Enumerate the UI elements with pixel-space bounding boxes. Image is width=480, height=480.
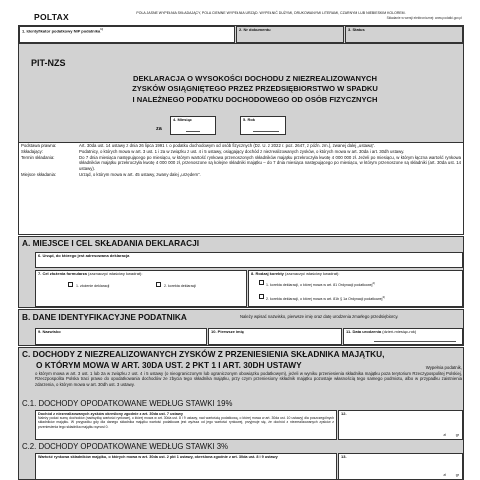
tax-office-label: 6. Urząd, do którego jest adresowana deklaracja	[38, 253, 130, 258]
purpose-note: (zaznaczyć właściwy kwadrat):	[88, 271, 143, 276]
correction-option-1-checkbox[interactable]	[259, 280, 264, 285]
nip-field[interactable]	[19, 26, 235, 43]
form-code: PIT-NZS	[31, 58, 66, 68]
purpose-label: 7. Cel złożenia formularza	[38, 271, 87, 276]
section-c-title-line1: C. DOCHODY Z NIEZREALIZOWANYCH ZYSKÓW Z PRZENIESIENIA SKŁADNIKA MAJĄTKU,	[22, 349, 385, 359]
legal-label: Termin składania:	[21, 154, 55, 160]
field-13-amount[interactable]	[338, 453, 463, 480]
nip-label: 1. Identyfikator podatkowy NIP podatnika	[22, 28, 101, 34]
correction-option-2-footnote: 3)	[382, 294, 385, 299]
purpose-option-2-checkbox[interactable]	[156, 282, 161, 287]
section-a-title: A. MIEJSCE I CEL SKŁADANIA DEKLARACJI	[22, 238, 200, 248]
download-note: Składanie w wersji elektronicznej: www.podatki.gov.pl	[386, 15, 462, 20]
correction-option-2-label: 2. korekta deklaracji, o której mowa w art. 81b § 1a Ordynacji podatkowej	[266, 296, 383, 301]
legal-label: Podstawa prawna:	[21, 143, 57, 148]
first-name-label: 10. Pierwsze imię	[211, 329, 244, 334]
form-title-line1: DEKLARACJA O WYSOKOŚCI DOCHODU Z NIEZREALIZOWANYCH	[133, 74, 377, 83]
correction-option-1-label: 1. korekta deklaracji, o której mowa w art. 81 Ordynacji podatkowej	[266, 282, 373, 287]
field-12-currency: zł	[443, 432, 446, 437]
legal-row-miejsce	[21, 172, 461, 177]
nip-footnote: 1)	[100, 27, 103, 31]
c1-title: C.1. DOCHODY OPODATKOWANE WEDŁUG STAWKI 19%	[22, 399, 233, 408]
correction-option-2-checkbox[interactable]	[259, 294, 264, 299]
section-c-title-suffix: Wypełnia podatnik,	[425, 365, 462, 371]
za-label: za	[156, 126, 162, 132]
c2-description-bold: Wartość rynkowa składników majątku, o których mowa w art. 30da ust. 2 pkt 1 ustawy, określona zgodnie z art. 30da ust. 8 i 9 ustawy	[38, 455, 278, 459]
legal-text: Art. 30da ust. 14 ustawy z dnia 26 lipca 1991 r. o podatku dochodowym od osób fizycznych (Dz. U. z 2022 r. poz. 2647, z późn. zm.), zwanej dalej „ustawą”.	[79, 143, 376, 148]
field-12-label: 12.	[341, 411, 347, 416]
c1-description-text: Należy podać sumę dochodów (nadwyżkę wartości rynkowej, o której mowa w art. 30da ust. 8 i 9 ustawy, nad wartością podatkową, o której mowa w art. 30da ust. 10 ustawy) dla poszczególnych składników majątku. W przypadku gdy dla danego składnika majątku wartość podatkowa jest wyższa od jego wartości rynkowej, przyjmuje się, że dochód z niezrealizowanych zysków z przeniesienia tego składnika majątku wynosi 0.	[38, 416, 334, 429]
birth-date-label: 11. Data urodzenia	[346, 329, 382, 334]
status-label: 3. Status	[348, 27, 365, 32]
section-b-title: B. DANE IDENTYFIKACYJNE PODATNIKA	[22, 312, 187, 322]
surname-label: 9. Nazwisko	[38, 329, 61, 334]
field-13-grosze: gr	[455, 472, 459, 477]
legal-row-termin	[21, 155, 461, 171]
status-field	[345, 26, 463, 43]
c2-title: C.2. DOCHODY OPODATKOWANE WEDŁUG STAWKI 3%	[22, 442, 229, 451]
year-field[interactable]	[240, 116, 286, 135]
legal-row	[21, 143, 461, 177]
year-digit-grid	[253, 131, 279, 132]
legal-text: Urząd, o którym mowa w art. 45 ustawy, zwany dalej „urzędem”.	[79, 171, 201, 177]
legal-row-podstawa	[21, 143, 461, 148]
legal-text: Podatnicy, o których mowa w art. 3 ust. 1 i 2a w związku z ust. 4 i 5 ustawy, osiągający dochód z niezrealizowanych zysków, o których mowa w art. 30da i art. 30dh ustawy.	[79, 148, 405, 154]
legal-text: Do 7 dnia miesiąca następującego po miesiącu, w którym wartość rynkowa przenoszonych składników majątku przekroczyła kwotę 4 000 000 zł. Jeżeli po miesiącu, w którym łączna wartość rynkowa składników majątku przekroczyła kwotę 4 000 000 zł, przenoszone są kolejne składniki majątku – do 7 dnia miesiąca następującego po miesiącu, w którym przenoszone są składniki (art. 30da ust. 14 ustawy).	[79, 154, 461, 171]
legal-row-skladajacy	[21, 149, 461, 154]
document-number-label: 2. Nr dokumentu	[239, 27, 271, 32]
surname-field[interactable]	[35, 328, 207, 345]
purpose-option-1-checkbox[interactable]	[68, 282, 73, 287]
tax-office-field[interactable]	[35, 252, 463, 268]
field-12-amount[interactable]	[338, 410, 463, 440]
correction-type-label: 8. Rodzaj korekty	[251, 271, 284, 276]
birth-date-digit-grid	[374, 341, 456, 342]
filling-instruction: POLA JASNE WYPEŁNIA SKŁADAJĄCY, POLA CIEMNE WYPEŁNIA URZĄD. WYPEŁNIĆ DUŻYMI, DRUKOWANYMI LITERAMI, CZARNYM LUB NIEBIESKIM KOLOREM.	[136, 11, 406, 15]
first-name-field[interactable]	[208, 328, 342, 345]
section-b-note: Należy wpisać nazwisko, pierwsze imię oraz datę urodzenia zmarłego przedsiębiorcy.	[240, 314, 399, 319]
month-digit-grid	[186, 131, 200, 132]
legal-label: Składający:	[21, 148, 43, 154]
field-13-currency: zł	[443, 472, 446, 477]
c2-description	[35, 453, 337, 480]
c1-description	[35, 410, 337, 440]
field-12-grosze: gr	[455, 432, 459, 437]
birth-date-note: (dzień-miesiąc-rok)	[382, 329, 417, 334]
correction-option-1-footnote: 2)	[372, 280, 375, 285]
c1-description-bold: Dochód z niezrealizowanych zysków określony zgodnie z art. 30da ust. 7 ustawy	[38, 412, 183, 416]
year-label: 5. Rok	[243, 117, 256, 122]
correction-type-field	[248, 270, 463, 307]
form-title-line2: ZYSKÓW OSIĄGNIĘTEGO PRZEZ PRZEDSIĘBIORSTWO W SPADKU	[132, 84, 378, 94]
field-13-label: 13.	[341, 454, 347, 459]
birth-date-field[interactable]	[343, 328, 463, 345]
correction-type-note: (zaznaczyć właściwy kwadrat):	[285, 271, 340, 276]
purpose-field	[35, 270, 247, 307]
month-field[interactable]	[170, 116, 216, 135]
section-c-title-line2: O KTÓRYM MOWA W ART. 30DA UST. 2 PKT 1 I ART. 30DH USTAWY	[36, 359, 302, 370]
month-label: 4. Miesiąc	[173, 117, 192, 122]
form-title-line3: I NALEŻNEGO PODATKU DOCHODOWEGO OD OSÓB FIZYCZNYCH	[132, 94, 378, 104]
poltax-logo: POLTAX	[34, 12, 70, 22]
legal-label: Miejsce składania:	[21, 171, 57, 177]
purpose-option-1-label: 1. złożenie deklaracji	[76, 283, 110, 288]
document-number-field	[236, 26, 344, 43]
section-c-body: o którym mowa w art. 3 ust. 1 lub 2a w związku z ust. 4 i 5 ustawy (o nieograniczonym lub ograniczonym obowiązku podatkowym), jeżeli w wyniku przeniesienia składnika majątku poza terytorium Rzeczypospolitej Polskiej, Rzeczpospolita Polska traci prawo do opodatkowania dochodów ze zbycia tego składnika majątku, przy czym przeniesiony składnik majątku pozostaje własnością tego samego podmiotu, albo w przypadku zaistnienia zdarzenia, o którym mowa w art. 30dh ust. 3 ustawy.	[35, 371, 462, 387]
section-c-title	[22, 349, 462, 371]
form-title	[70, 74, 440, 105]
purpose-option-2-label: 2. korekta deklaracji	[164, 283, 196, 288]
